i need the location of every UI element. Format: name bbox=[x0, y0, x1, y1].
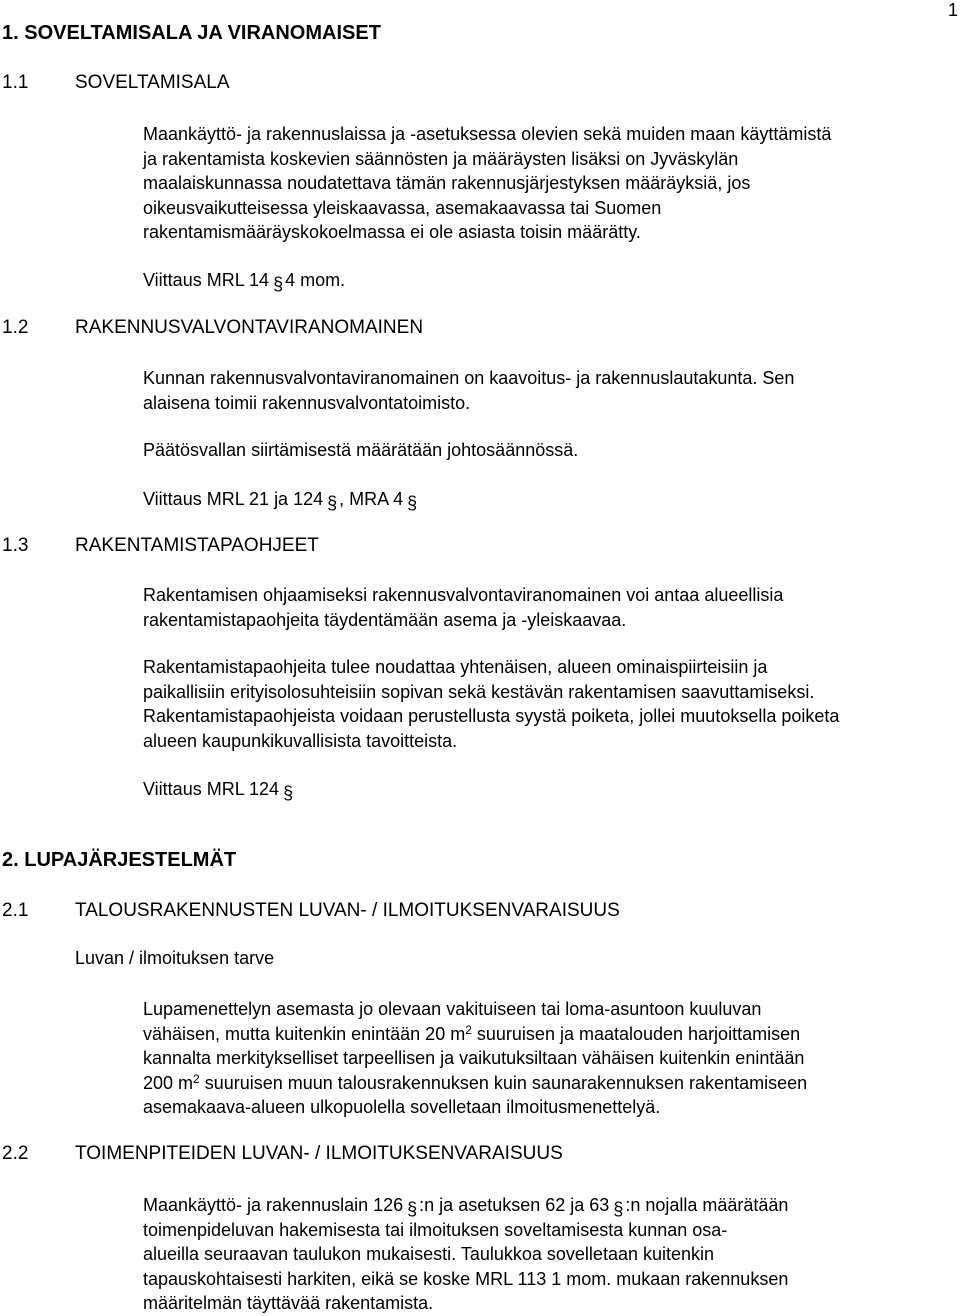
text-fragment: :n nojalla määrätään bbox=[625, 1195, 789, 1215]
subheading-2-1: Luvan / ilmoituksen tarve bbox=[75, 948, 275, 968]
heading-1-2 bbox=[2, 317, 423, 339]
heading-title: RAKENNUSVALVONTAVIRANOMAINEN bbox=[75, 317, 424, 338]
section-sign-icon: § bbox=[283, 783, 294, 803]
section-sign-icon: § bbox=[407, 1199, 418, 1219]
reference-text: , MRA 4 bbox=[339, 489, 404, 509]
paragraph-1-1 bbox=[143, 122, 955, 245]
section-sign-icon: § bbox=[613, 1199, 624, 1219]
reference-text: Viittaus MRL 14 bbox=[143, 270, 270, 290]
paragraph-1-2 bbox=[143, 366, 794, 415]
text-line: Maankäyttö- ja rakennuslaissa ja -asetuksessa olevien sekä muiden maan käyttämistä bbox=[143, 124, 832, 144]
reference-1-1 bbox=[143, 268, 345, 293]
heading-title: RAKENTAMISTAPAOHJEET bbox=[75, 535, 319, 556]
text-line: alaisena toimii rakennusvalvontatoimisto. bbox=[143, 392, 471, 413]
text-line bbox=[143, 1071, 807, 1096]
text-line: Kunnan rakennusvalvontaviranomainen on kaavoitus- ja rakennuslautakunta. Sen bbox=[143, 368, 795, 388]
heading-number: 1.2 bbox=[2, 317, 29, 338]
text-line: asemakaava-alueen ulkopuolella sovelletaan ilmoitusmenettelyä. bbox=[143, 1097, 661, 1117]
text-line: alueilla seuraavan taulukon mukaisesti. Taulukkoa sovelletaan kuitenkin bbox=[143, 1244, 715, 1264]
text-line: rakentamistapaohjeita täydentämään asema ja -yleiskaavaa. bbox=[143, 609, 627, 630]
text-line: tapauskohtaisesti harkiten, eikä se koske MRL 113 1 mom. mukaan rakennuksen bbox=[143, 1268, 789, 1289]
paragraph-2-1 bbox=[143, 997, 807, 1120]
text-fragment: suuruisen ja maatalouden harjoittamisen bbox=[476, 1023, 801, 1044]
superscript: 2 bbox=[465, 1022, 472, 1037]
heading-number: 2.2 bbox=[2, 1143, 29, 1164]
superscript: 2 bbox=[193, 1071, 200, 1086]
text-line: rakentamismääräyskokoelmassa ei ole asiasta toisin määrätty. bbox=[143, 222, 641, 242]
section-sign-icon: § bbox=[273, 274, 284, 294]
paragraph-2-2 bbox=[143, 1193, 788, 1316]
heading-1-1 bbox=[2, 72, 230, 94]
text-line: Lupamenettelyn asemasta jo olevaan vakituiseen tai loma-asuntoon kuuluvan bbox=[143, 999, 762, 1019]
reference-text: Viittaus MRL 21 ja 124 bbox=[143, 489, 324, 509]
reference-1-2 bbox=[143, 487, 419, 512]
text-line: toimenpideluvan hakemisesta tai ilmoituksen soveltamisesta kunnan osa- bbox=[143, 1219, 728, 1240]
heading-title: TALOUSRAKENNUSTEN LUVAN- / ILMOITUKSENVARAISUUS bbox=[75, 900, 620, 921]
heading-number: 1.1 bbox=[2, 72, 29, 93]
text-line: kannalta merkitykselliset tarpeellisen ja vaikutuksiltaan vähäisen kuitenkin enintään bbox=[143, 1048, 805, 1068]
section-sign-icon: § bbox=[407, 493, 418, 513]
text-line: ja rakentamista koskevien säännösten ja määräysten lisäksi on Jyväskylän bbox=[143, 148, 739, 169]
page-number: 1 bbox=[947, 0, 958, 20]
paragraph-1-2-b: Päätösvallan siirtämisestä määrätään johtosäännössä. bbox=[143, 440, 579, 460]
reference-text: 4 mom. bbox=[285, 270, 346, 290]
text-line: Rakentamisen ohjaamiseksi rakennusvalvontaviranomainen voi antaa alueellisia bbox=[143, 585, 784, 605]
section-sign-icon: § bbox=[327, 493, 338, 513]
heading-title: SOVELTAMISALA bbox=[75, 72, 230, 93]
text-line: paikallisiin erityisolosuhteisiin sopivan sekä kestävän rakentamisen saavuttamiseksi. bbox=[143, 681, 815, 702]
text-line: oikeusvaikutteisessa yleiskaavassa, asemakaavassa tai Suomen bbox=[143, 197, 662, 218]
heading-section-2: 2. LUPAJÄRJESTELMÄT bbox=[2, 849, 237, 871]
heading-title: TOIMENPITEIDEN LUVAN- / ILMOITUKSENVARAISUUS bbox=[75, 1143, 563, 1164]
text-line: Rakentamistapaohjeista voidaan perustellusta syystä poiketa, jollei muutoksella poiketa bbox=[143, 706, 840, 726]
text-line bbox=[143, 1022, 807, 1047]
heading-section-1: 1. SOVELTAMISALA JA VIRANOMAISET bbox=[2, 22, 381, 44]
text-fragment: :n ja asetuksen 62 ja 63 bbox=[419, 1195, 610, 1215]
heading-1-3 bbox=[2, 535, 319, 557]
reference-text: Viittaus MRL 124 bbox=[143, 779, 280, 799]
heading-2-1 bbox=[2, 900, 620, 922]
text-line bbox=[143, 1193, 788, 1218]
text-line: määritelmän täyttävää rakentamista. bbox=[143, 1293, 434, 1313]
text-line: maalaiskunnassa noudatettava tämän rakennusjärjestyksen määräyksiä, jos bbox=[143, 173, 751, 193]
text-fragment: Maankäyttö- ja rakennuslain 126 bbox=[143, 1195, 404, 1215]
text-line: Rakentamistapaohjeita tulee noudattaa yhtenäisen, alueen ominaispiirteisiin ja bbox=[143, 657, 768, 677]
heading-number: 2.1 bbox=[2, 900, 29, 921]
text-fragment: vähäisen, mutta kuitenkin enintään 20 m bbox=[143, 1023, 466, 1044]
paragraph-1-3-a bbox=[143, 583, 783, 632]
paragraph-1-3-b bbox=[143, 655, 839, 753]
text-line: alueen kaupunkikuvallisista tavoitteista. bbox=[143, 730, 458, 751]
heading-2-2 bbox=[2, 1143, 563, 1165]
reference-1-3 bbox=[143, 777, 295, 802]
heading-number: 1.3 bbox=[2, 535, 29, 556]
text-fragment: suuruisen muun talousrakennuksen kuin saunarakennuksen rakentamiseen bbox=[204, 1072, 808, 1093]
text-fragment: 200 m bbox=[143, 1072, 194, 1093]
